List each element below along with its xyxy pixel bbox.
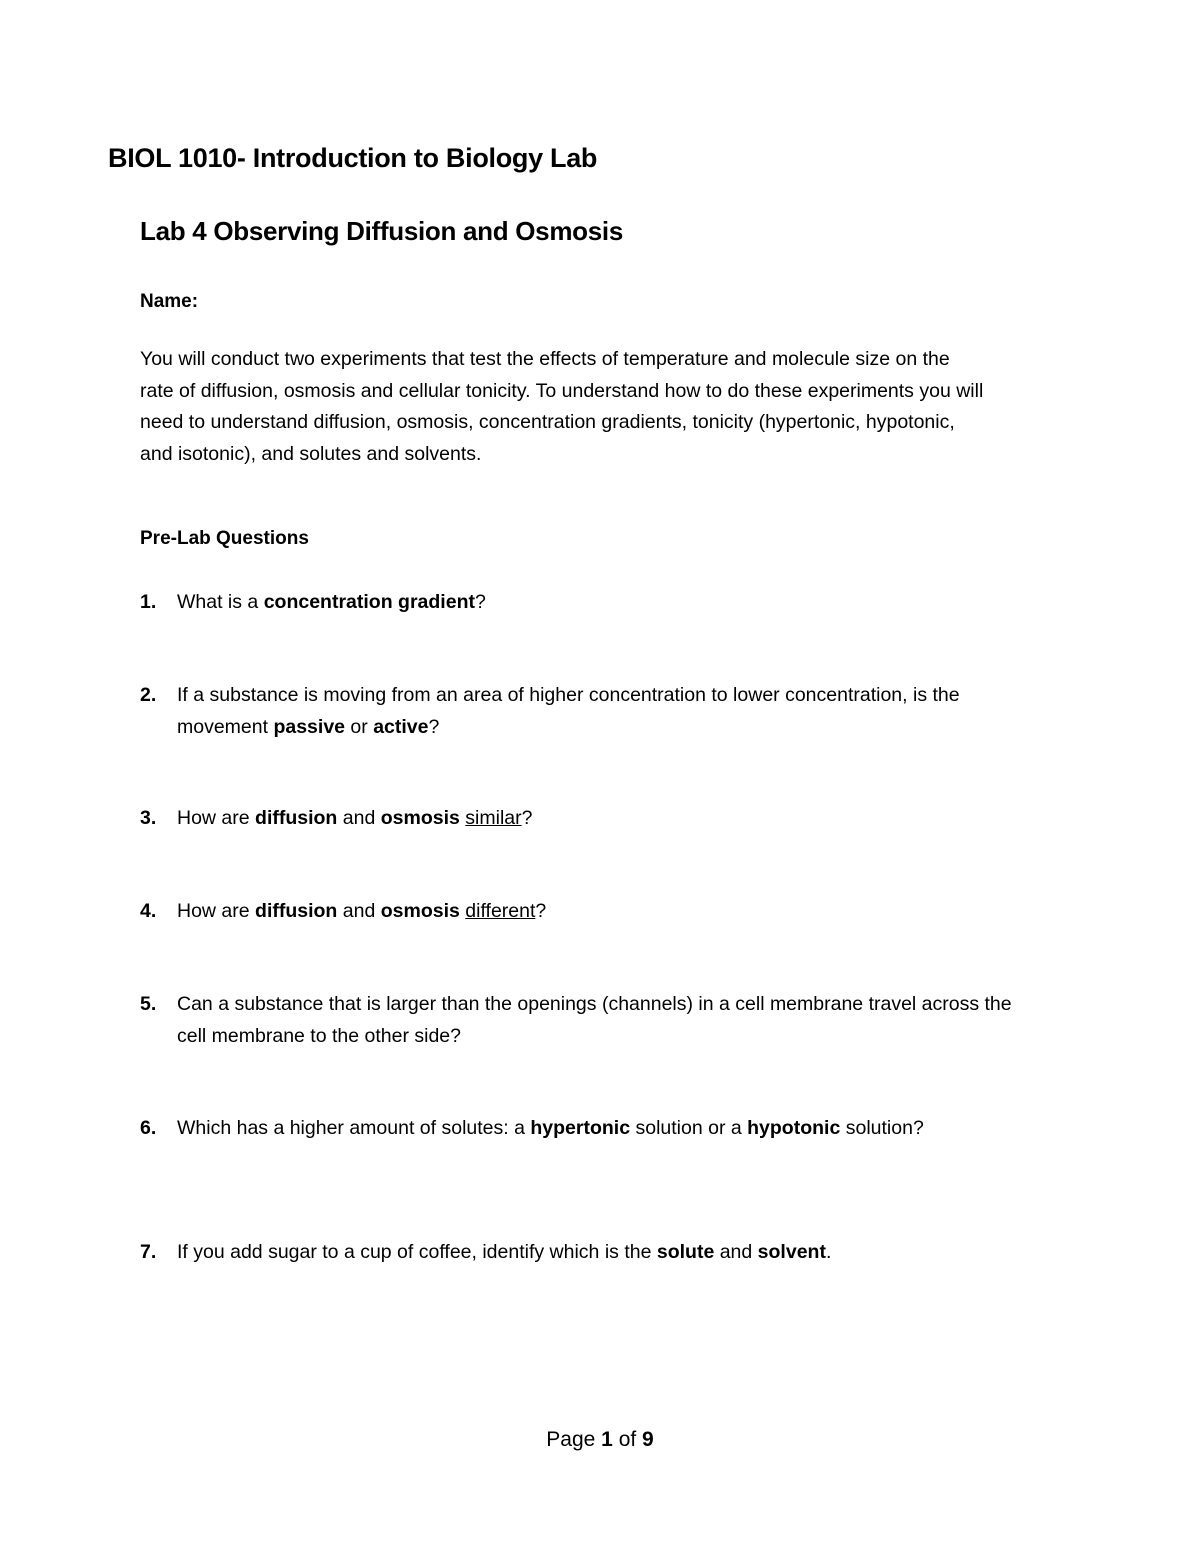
question-number: 6. <box>140 1117 157 1139</box>
term-diffusion: diffusion <box>255 807 338 829</box>
question-5 <box>140 989 1100 1052</box>
question-text-part: movement <box>177 715 274 738</box>
page-footer <box>0 1428 1200 1452</box>
term-diffusion: diffusion <box>255 900 338 922</box>
question-text-part: and <box>714 1241 758 1263</box>
page-word: Page <box>546 1428 596 1451</box>
question-text-part: . <box>825 1241 832 1263</box>
question-text-part: ? <box>474 591 486 613</box>
question-number: 1. <box>140 591 157 613</box>
question-7 <box>140 1237 1100 1269</box>
question-text <box>177 803 1100 835</box>
course-title: BIOL 1010- Introduction to Biology Lab <box>108 143 598 173</box>
question-number: 4. <box>140 900 157 922</box>
term-solute: solute <box>656 1241 715 1263</box>
question-text <box>177 896 1100 928</box>
question-6 <box>140 1113 1100 1145</box>
intro-line: You will conduct two experiments that test the effects of temperature and molecule size on the <box>140 348 950 370</box>
intro-line: rate of diffusion, osmosis and cellular tonicity. To understand how to do these experiments you will <box>140 379 984 402</box>
intro-line: need to understand diffusion, osmosis, concentration gradients, tonicity (hypertonic, hypotonic, <box>140 411 955 433</box>
question-text-part: solution or a <box>630 1117 748 1139</box>
intro-paragraph <box>140 344 1100 470</box>
question-text-part: How are <box>177 900 256 922</box>
current-page-number: 1 <box>601 1428 613 1451</box>
term-solvent: solvent <box>757 1241 826 1263</box>
question-number: 2. <box>140 684 157 706</box>
question-1 <box>140 587 1100 619</box>
question-text <box>177 587 1100 619</box>
question-line: If a substance is moving from an area of higher concentration to lower concentration, is the <box>177 684 960 706</box>
question-text-part: ? <box>521 807 533 829</box>
question-number: 3. <box>140 807 157 829</box>
question-number: 7. <box>140 1241 157 1263</box>
question-text-part: or <box>345 715 374 738</box>
of-word: of <box>618 1428 637 1451</box>
question-text-part: and <box>337 900 381 922</box>
question-text-part: If you add sugar to a cup of coffee, identify which is the <box>177 1241 657 1263</box>
question-3 <box>140 803 1100 835</box>
question-text-part: and <box>337 807 381 829</box>
name-label: Name: <box>140 291 199 312</box>
question-text <box>177 1237 1100 1269</box>
lab-title: Lab 4 Observing Diffusion and Osmosis <box>140 216 623 246</box>
question-text-part: What is a <box>177 591 264 613</box>
term-similar: similar <box>465 807 522 829</box>
question-text-part: How are <box>177 807 256 829</box>
term-hypotonic: hypotonic <box>747 1117 841 1139</box>
question-4 <box>140 896 1100 928</box>
prelab-heading: Pre-Lab Questions <box>140 528 309 549</box>
question-text-part: ? <box>535 900 547 922</box>
question-line: Can a substance that is larger than the openings (channels) in a cell membrane travel across the <box>177 993 1012 1015</box>
term-different: different <box>465 900 536 922</box>
intro-line: and isotonic), and solutes and solvents. <box>140 442 482 465</box>
question-text-part: solution? <box>840 1117 924 1139</box>
question-number: 5. <box>140 993 157 1015</box>
term-hypertonic: hypertonic <box>530 1117 631 1139</box>
question-text <box>177 989 1100 1052</box>
question-text <box>177 1113 1100 1145</box>
term-passive: passive <box>273 715 346 738</box>
term-osmosis: osmosis <box>380 807 460 829</box>
question-line: cell membrane to the other side? <box>177 1024 461 1047</box>
question-text-part: Which has a higher amount of solutes: a <box>177 1117 531 1139</box>
question-text <box>177 680 1100 743</box>
question-text-part: ? <box>428 715 440 738</box>
term-active: active <box>373 715 429 738</box>
total-pages-number: 9 <box>642 1428 654 1451</box>
question-2 <box>140 680 1100 743</box>
term-concentration-gradient: concentration gradient <box>263 591 475 613</box>
term-osmosis: osmosis <box>380 900 460 922</box>
